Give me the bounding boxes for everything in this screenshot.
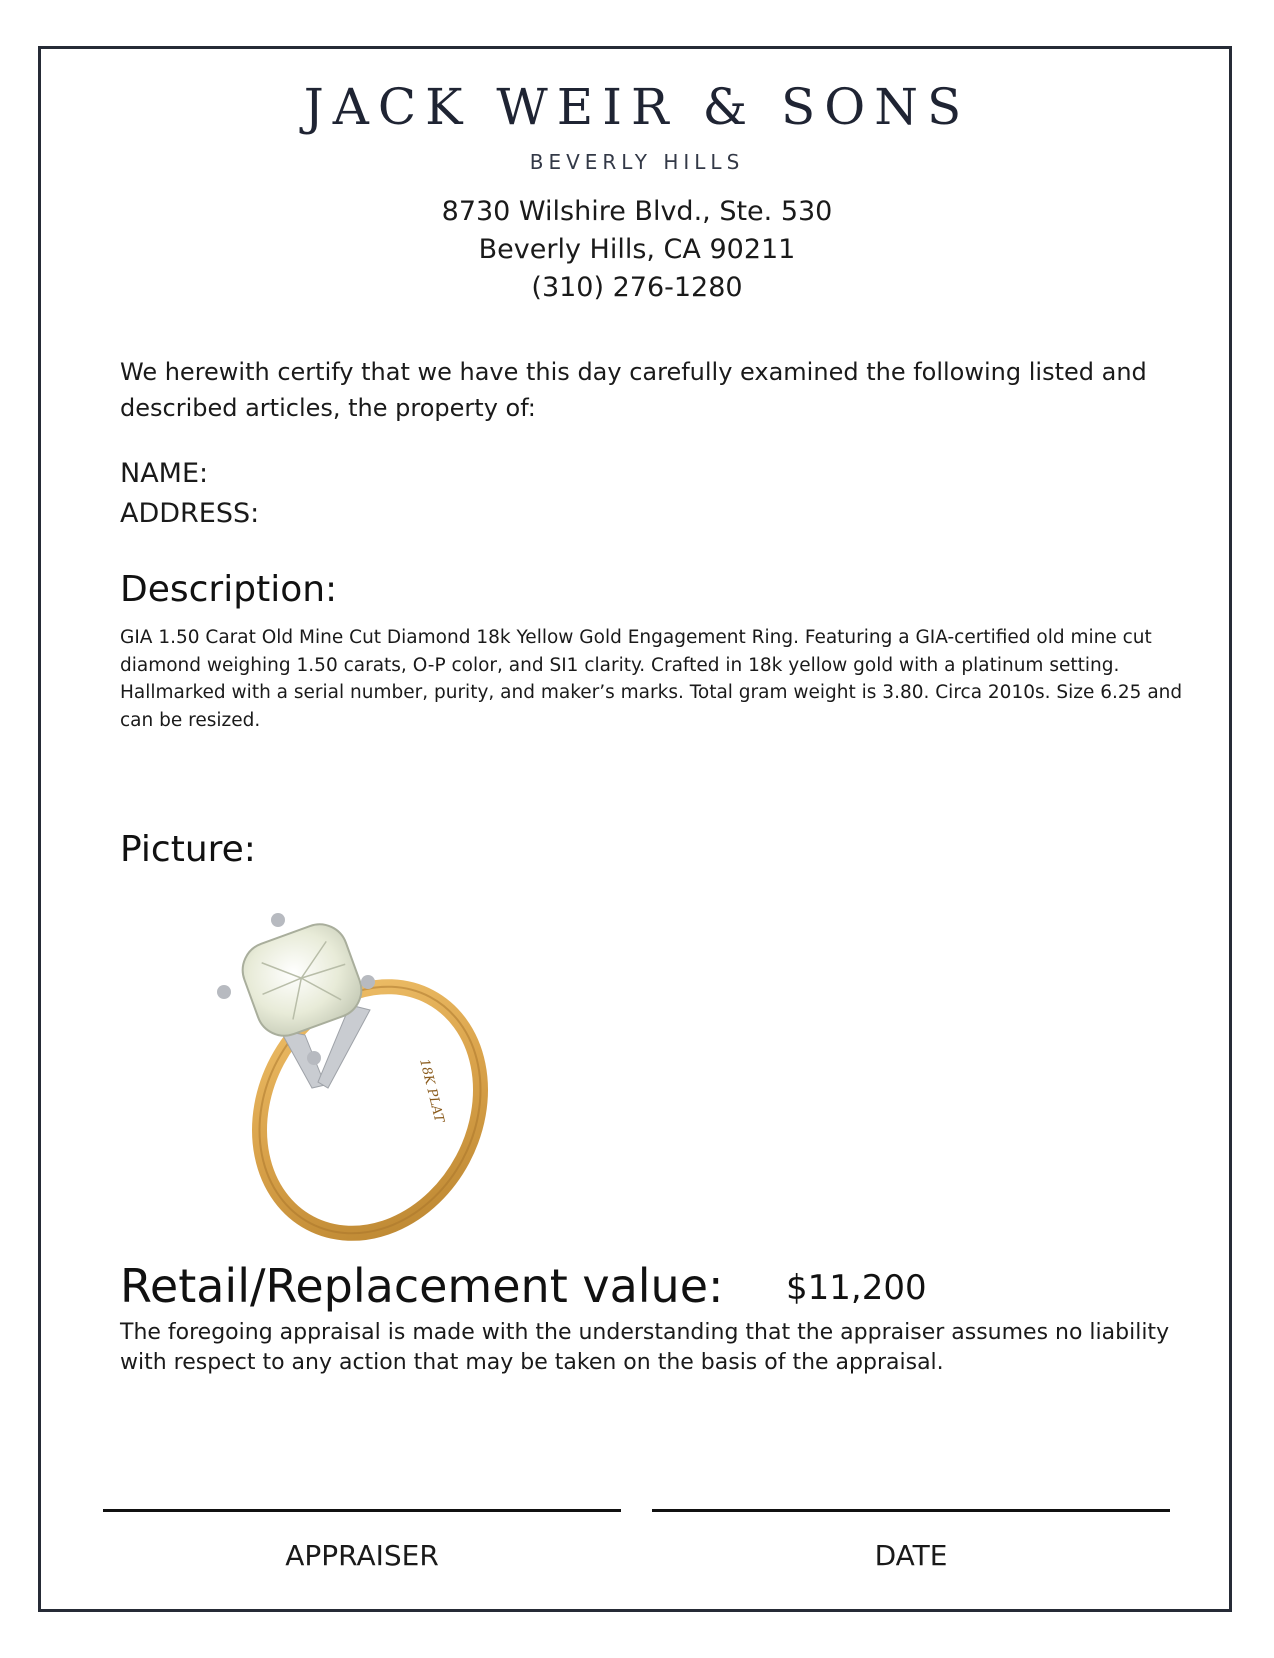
description-heading: Description: xyxy=(120,569,338,610)
phone-number: (310) 276-1280 xyxy=(531,272,743,303)
ring-engraving: 18K PLAT xyxy=(416,1057,447,1125)
ring-image xyxy=(210,910,500,1250)
certification-statement: We herewith certify that we have this day carefully examined the following listed and described articles, the property of: xyxy=(120,358,1147,422)
description-text: GIA 1.50 Carat Old Mine Cut Diamond 18k Yellow Gold Engagement Ring. Featuring a GIA-certified old mine cut diamond weighing 1.50 carats, O-P color, and SI1 clarity. Crafted in 18k yellow gold with a platinum setting. Hallmarked with a serial number, purity, and maker’s marks. Total gram weight is 3.80. Circa 2010s. Size 6.25 and can be resized. xyxy=(120,627,1183,731)
address-street: 8730 Wilshire Blvd., Ste. 530 xyxy=(441,196,833,227)
address-label: ADDRESS: xyxy=(120,498,260,529)
picture-heading: Picture: xyxy=(120,829,256,870)
name-label: NAME: xyxy=(120,458,209,489)
date-signature-line xyxy=(652,1509,1170,1512)
value-amount: $11,200 xyxy=(786,1268,927,1308)
appraiser-signature-line xyxy=(103,1509,621,1512)
address-city: Beverly Hills, CA 90211 xyxy=(478,234,796,265)
brand-logo: JACK WEIR & SONS xyxy=(303,78,971,136)
appraiser-label: APPRAISER xyxy=(285,1539,439,1572)
value-label: Retail/Replacement value: xyxy=(120,1259,724,1313)
disclaimer-text: The foregoing appraisal is made with the understanding that the appraiser assumes no liability with respect to any action that may be taken on the basis of the appraisal. xyxy=(120,1320,1170,1375)
brand-location: BEVERLY HILLS xyxy=(529,150,745,174)
date-label: DATE xyxy=(874,1539,948,1572)
